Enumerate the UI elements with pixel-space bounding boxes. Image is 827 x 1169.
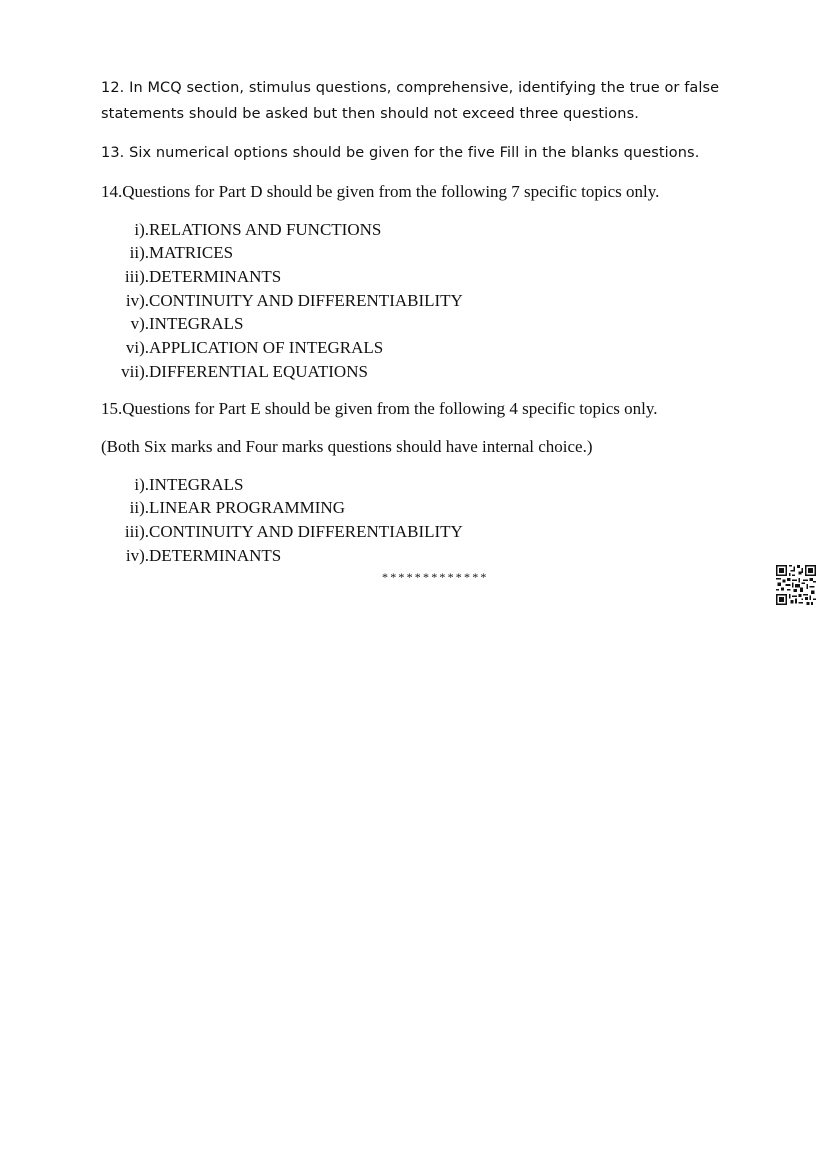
item-15-number: 15 [101,399,118,418]
part-d-topic [101,220,521,240]
part-d-topic [101,362,521,382]
part-d-topic [101,314,521,334]
topic-label: CONTINUITY AND DIFFERENTIABILITY [149,522,463,541]
item-13: 13. Six numerical options should be given for the five Fill in the blanks questions. [101,145,700,161]
topic-label: RELATIONS AND FUNCTIONS [149,220,382,239]
topic-label: DETERMINANTS [149,267,282,286]
topic-number: i). [134,475,149,494]
part-d-topic [101,291,521,311]
item-12-line-1: 12. In MCQ section, stimulus questions, comprehensive, identifying the true or false [101,80,720,96]
topic-label: INTEGRALS [149,314,244,333]
item-14-text: .Questions for Part D should be given from the following 7 specific topics only. [118,182,660,201]
topic-label: MATRICES [149,243,234,262]
part-d-topic [101,243,521,263]
topic-number: ii). [129,243,149,262]
item-15-text: .Questions for Part E should be given from the following 4 specific topics only. [118,399,658,418]
item-12-line-2: statements should be asked but then should not exceed three questions. [101,106,639,122]
part-d-topic [101,338,521,358]
topic-number: iii). [124,267,149,286]
topic-number: vii). [121,362,149,381]
item-14 [101,182,659,202]
topic-number: iv). [125,546,149,565]
topic-label: DETERMINANTS [149,546,282,565]
topic-number: ii). [129,498,149,517]
part-e-topic [101,498,521,518]
item-15-note: (Both Six marks and Four marks questions should have internal choice.) [101,437,593,456]
part-e-topic [101,546,521,566]
part-e-topic [101,522,521,542]
topic-label: APPLICATION OF INTEGRALS [149,338,384,357]
topic-label: CONTINUITY AND DIFFERENTIABILITY [149,291,463,310]
topic-label: INTEGRALS [149,475,244,494]
topic-number: iii). [124,522,149,541]
part-d-topic [101,267,521,287]
topic-label: DIFFERENTIAL EQUATIONS [149,362,368,381]
topic-number: i). [134,220,149,239]
topic-number: iv). [125,291,149,310]
topic-number: v). [130,314,149,333]
part-e-topic [101,475,521,495]
topic-label: LINEAR PROGRAMMING [149,498,345,517]
qr-code-icon [776,565,816,605]
topic-number: vi). [125,338,149,357]
item-15 [101,399,658,419]
end-marker: ************* [382,570,489,584]
item-14-number: 14 [101,182,118,201]
